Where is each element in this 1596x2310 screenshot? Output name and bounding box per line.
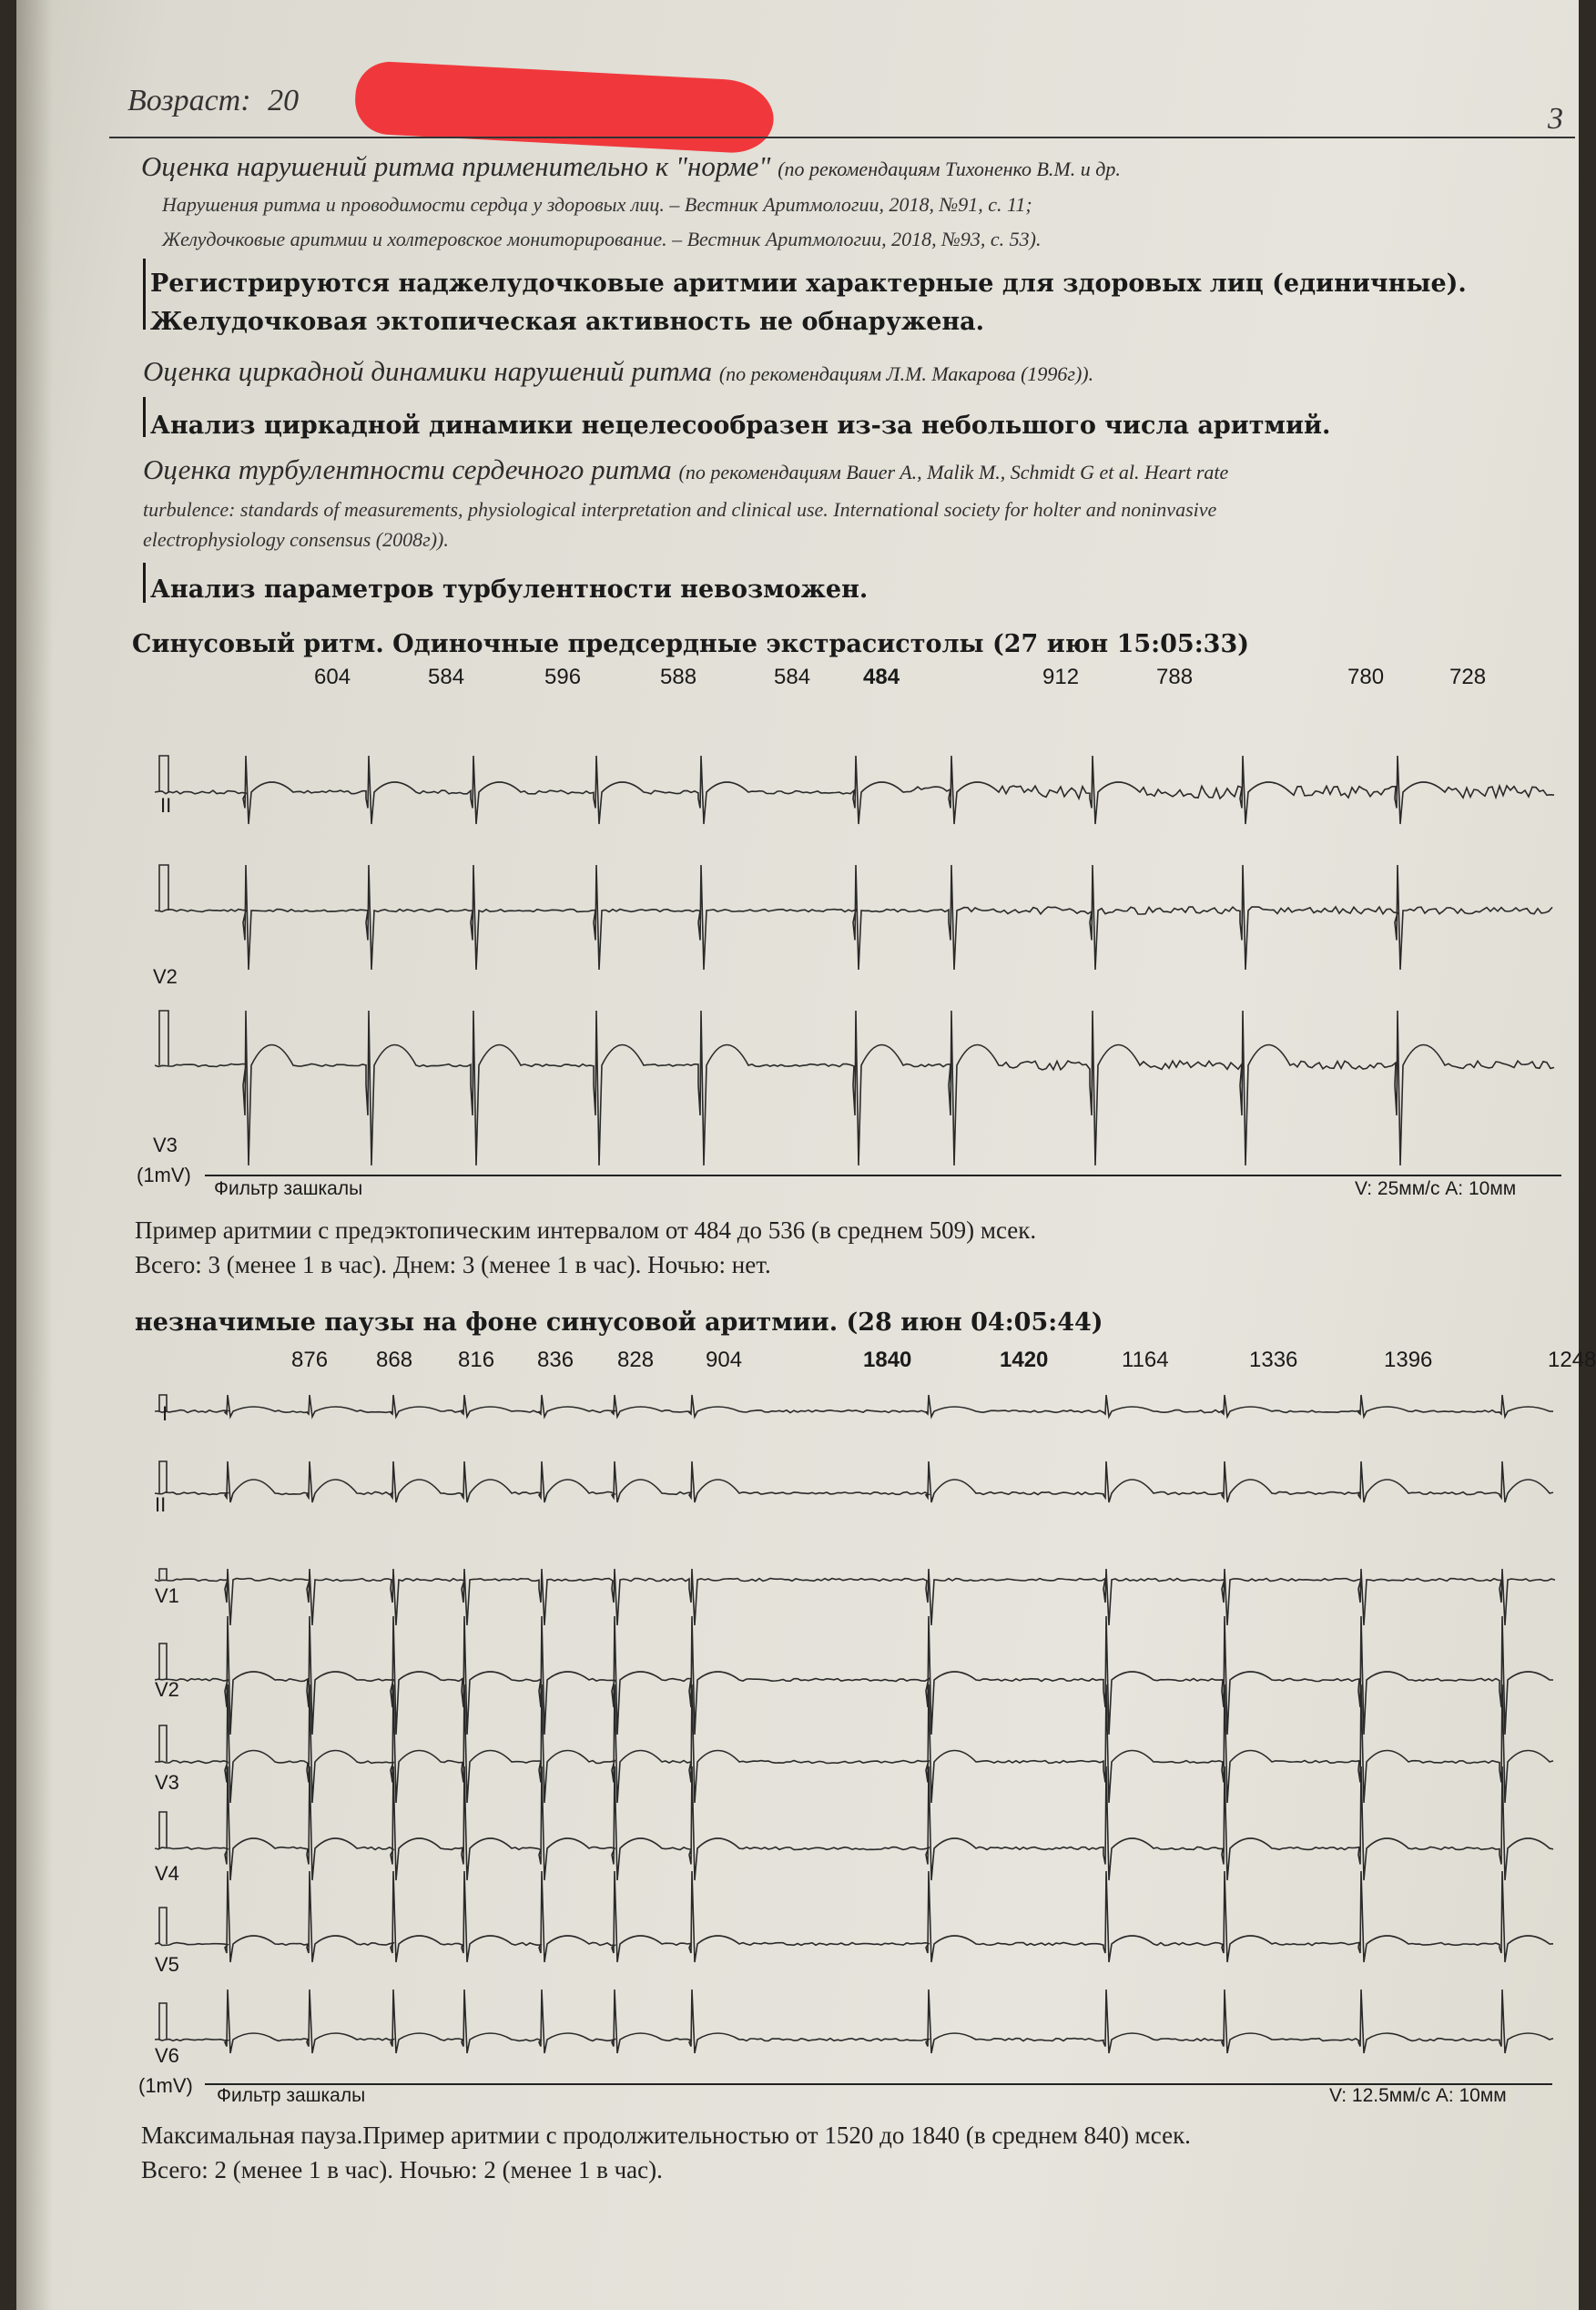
turbulence-result: Анализ параметров турбулентности невозможен. [150,575,869,604]
strip2-rr-interval: 1840 [863,1348,912,1372]
strip1-ecg-trace [137,692,1557,1184]
rhythm-norm-ref-line3: Желудочковые аритмии и холтеровское мониторирование. – Вестник Аритмологии, 2018, №93, с. 53). [162,228,1042,250]
strip2-caption-1: Максимальная пауза.Пример аритмии с продолжительностью от 1520 до 1840 (в среднем 840) мсек. [141,2122,1191,2149]
ecg-lead-waveform [155,1616,1553,1735]
result-marker-bar [143,259,146,330]
strip1-rr-interval: 584 [428,665,465,689]
turbulence-ref-line2: turbulence: standards of measurements, physiological interpretation and clinical use. International society for holter and noninvasive [143,498,1217,521]
strip2-rr-interval: 876 [291,1348,329,1372]
page-edge-shadow [16,0,53,2310]
strip1-rr-interval: 788 [1156,665,1194,689]
age-field [127,84,299,118]
strip2-rr-interval: 904 [706,1348,743,1372]
rhythm-norm-heading: Оценка нарушений ритма применительно к "норме" [141,150,771,182]
strip2-filter-label: Фильтр зашкалы [217,2085,366,2106]
ecg-lead-waveform [155,1569,1555,1625]
rhythm-norm-result-1: Регистрируются наджелудочковые аритмии характерные для здоровых лиц (единичные). [150,270,1467,298]
strip2-rr-interval: 1336 [1249,1348,1298,1372]
strip1-rr-interval: 484 [863,665,900,689]
strip1-baseline-rule [205,1175,1561,1176]
calibration-pulse [159,1011,168,1065]
result-marker-bar [143,563,146,603]
strip1-scale-label: (1mV) [137,1164,191,1186]
rhythm-norm-ref-inline: (по рекомендациям Тихоненко В.М. и др. [778,158,1121,180]
strip2-lead-label: II [155,1493,167,1516]
turbulence-heading: Оценка турбулентности сердечного ритма [143,453,672,485]
ecg-lead-waveform [155,1684,1553,1803]
strip2-lead-label: V2 [155,1678,179,1701]
rhythm-norm-ref-line2: Нарушения ритма и проводимости сердца у здоровых лиц. – Вестник Аритмологии, 2018, №91, с. 11; [162,193,1032,216]
ecg-lead-waveform [155,756,1554,824]
ecg-lead-waveform [155,1461,1553,1502]
strip2-title: незначимые паузы на фоне синусовой аритмии. (28 июн 04:05:44) [135,1308,1103,1337]
calibration-pulse [159,865,168,911]
strip2-lead-label: V4 [155,1862,179,1885]
calibration-pulse [159,2003,167,2040]
strip2-rr-interval: 1396 [1384,1348,1433,1372]
rhythm-norm-title [141,150,1121,183]
circadian-heading: Оценка циркадной динамики нарушений ритма [143,355,713,387]
strip2-lead-label: V6 [155,2044,179,2067]
header-rule [109,137,1575,138]
calibration-pulse [159,1908,167,1944]
strip2-scale-label: (1mV) [138,2074,193,2097]
circadian-ref: (по рекомендациям Л.М. Макарова (1996г)). [718,362,1094,385]
strip1-rr-interval: 584 [774,665,811,689]
strip2-caption-2: Всего: 2 (менее 1 в час). Ночью: 2 (менее 1 в час). [141,2156,663,2183]
ecg-lead-waveform [155,1395,1553,1417]
strip2-rr-interval: 1164 [1122,1348,1169,1372]
strip1-speed-label: V: 25мм/с A: 10мм [1355,1178,1517,1199]
strip1-rr-interval: 596 [544,665,582,689]
circadian-result: Анализ циркадной динамики нецелесообразен из-за небольшого числа аритмий. [150,412,1331,440]
ecg-lead-waveform [155,1989,1553,2053]
ecg-lead-waveform [155,865,1552,970]
calibration-pulse [159,1569,167,1580]
strip2-rr-interval: 868 [376,1348,413,1372]
strip1-rr-interval: 912 [1042,665,1080,689]
strip1-rr-interval: 588 [660,665,697,689]
ecg-lead-waveform [155,1871,1553,1962]
rhythm-norm-result-2: Желудочковая эктопическая активность не обнаружена. [150,308,985,336]
strip2-lead-label: I [162,1402,168,1425]
strip2-speed-label: V: 12.5мм/с A: 10мм [1329,2085,1507,2106]
strip1-caption-2: Всего: 3 (менее 1 в час). Днем: 3 (менее 1 в час). Ночью: нет. [135,1251,771,1278]
strip1-caption-1: Пример аритмии с предэктопическим интервалом от 484 до 536 (в среднем 509) мсек. [135,1216,1037,1244]
circadian-title [143,355,1093,388]
strip2-lead-label: V1 [155,1584,179,1607]
strip2-lead-label: V3 [155,1771,179,1794]
strip1-lead-label: V3 [153,1134,178,1156]
age-value: 20 [268,84,300,117]
strip2-ecg-trace [137,1375,1557,2076]
calibration-pulse [159,1643,167,1680]
strip1-rr-interval: 604 [314,665,351,689]
strip1-lead-label: II [160,794,172,817]
calibration-pulse [159,756,168,792]
calibration-pulse [159,1812,167,1848]
calibration-pulse [159,1725,167,1762]
turbulence-title [143,453,1228,486]
age-label: Возраст: [127,84,251,117]
ecg-lead-waveform [155,1766,1553,1880]
strip2-rr-interval: 1248 [1548,1348,1596,1372]
strip1-rr-interval: 728 [1449,665,1487,689]
strip2-rr-interval: 816 [458,1348,495,1372]
strip2-rr-interval: 1420 [1000,1348,1049,1372]
strip1-filter-label: Фильтр зашкалы [214,1178,363,1199]
strip1-rr-interval: 780 [1347,665,1385,689]
strip1-title: Синусовый ритм. Одиночные предсердные экстрасистолы (27 июн 15:05:33) [132,630,1250,658]
ecg-lead-waveform [155,1011,1554,1165]
strip2-rr-interval: 828 [617,1348,655,1372]
strip2-lead-label: V5 [155,1953,179,1976]
calibration-pulse [159,1461,167,1493]
page-number: 3 [1548,102,1563,136]
strip1-lead-label: V2 [153,965,178,988]
turbulence-ref-line3: electrophysiology consensus (2008г)). [143,528,449,551]
result-marker-bar [143,397,146,437]
strip2-rr-interval: 836 [537,1348,574,1372]
turbulence-ref-inline: (по рекомендациям Bauer A., Malik M., Schmidt G et al. Heart rate [678,461,1229,483]
